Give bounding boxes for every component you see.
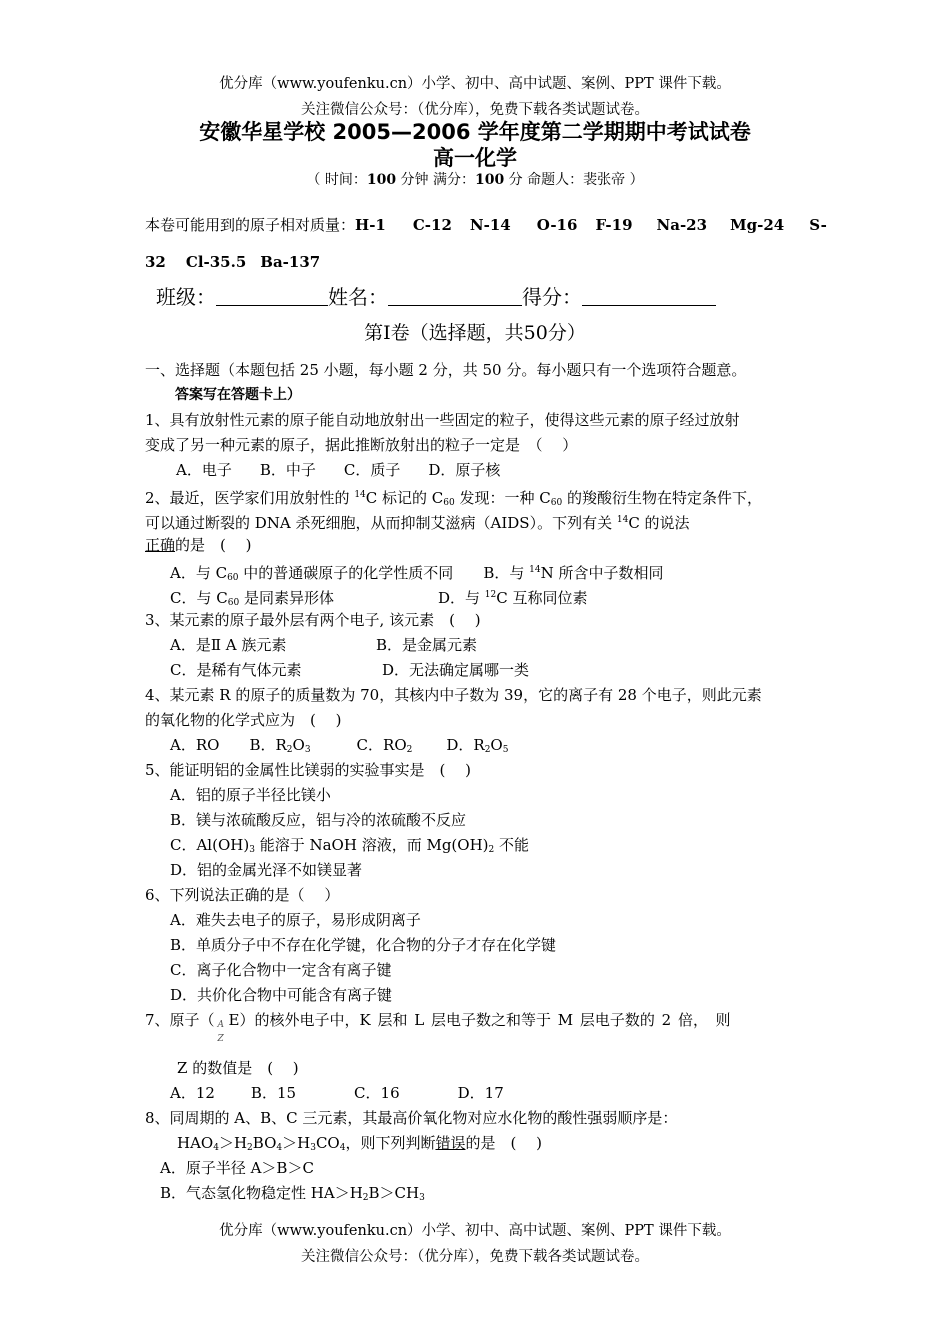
- q7-text: E）的核外电子中，K 层和 L 层电子数之和等于 M 层电子数的 2 倍， 则: [228, 1011, 731, 1029]
- q6-option-b[interactable]: B．单质分子中不存在化学键，化合物的分子才存在化学键: [170, 936, 557, 954]
- q1-line2: 变成了另一种元素的原子，据此推断放射出的粒子一定是 （ ）: [145, 436, 578, 454]
- q2-sup: 14: [616, 515, 629, 525]
- q7-line1: [145, 1010, 807, 1044]
- q7-option-a[interactable]: A．12: [170, 1084, 215, 1102]
- mass-ba: Ba-137: [260, 253, 321, 271]
- q5-option-d[interactable]: D．铝的金属光泽不如镁显著: [170, 861, 363, 879]
- mass-s-cont: 32: [145, 253, 166, 271]
- meta-time-unit: 分钟 满分：: [396, 172, 475, 188]
- q2-text: 的是 ( ): [175, 536, 252, 554]
- q8-stem: 8、同周期的 A、B、C 三元素，其最高价氧化物对应水化物的酸性强弱顺序是：: [145, 1109, 678, 1127]
- meta-time: 100: [366, 172, 397, 188]
- q5-option-c[interactable]: C．$Al(OH)_3$ 能溶于 NaOH 溶液，而 $Mg(OH)_2$ 不能: [170, 836, 530, 855]
- q7-line2: Z 的数值是 ( ): [177, 1059, 299, 1077]
- q2-text: 的羧酸衍生物在特定条件下，: [562, 489, 762, 507]
- q6-option-c[interactable]: C．离子化合物中一定含有离子键: [170, 961, 392, 979]
- q2-sup: 14: [354, 490, 366, 500]
- q3-stem: 3、某元素的原子最外层有两个电子, 该元素 ( ): [145, 611, 481, 629]
- q2-option-c[interactable]: C．与 $C_{60}$ 是同素异形体: [170, 589, 334, 608]
- meta-score-unit: 分 命题人：裴张帝 ）: [504, 172, 644, 188]
- q8-line2: $HAO_4>H_2BO_4>H_3CO_4$，则下列判断错误的是 ( ): [177, 1134, 542, 1153]
- q2-text: C 标记的 C: [365, 489, 444, 507]
- q2-options-ab: [170, 560, 832, 588]
- exam-title: 安徽华星学校 2005—2006 学年度第二学期期中考试试卷: [199, 120, 751, 144]
- q2-option-d[interactable]: D．与 $^{12}$C 互称同位素: [438, 589, 588, 607]
- q1-option-b[interactable]: B．中子: [259, 461, 316, 479]
- q2-option-b[interactable]: B．与 $^{14}$N 所含中子数相同: [483, 564, 664, 582]
- q2-option-a[interactable]: A．与 $C_{60}$ 中的普通碳原子的化学性质不同: [170, 564, 454, 583]
- q4-option-d[interactable]: D．$R_2O_5$: [446, 736, 509, 755]
- q2-sub: 60: [443, 498, 455, 508]
- q1-option-a[interactable]: A．电子: [176, 461, 232, 479]
- section1-title: 第Ⅰ卷（选择题，共50分）: [364, 322, 586, 344]
- q4-option-c[interactable]: C．$RO_2$: [356, 736, 413, 755]
- q3-option-d[interactable]: D．无法确定属哪一类: [382, 661, 530, 679]
- q3-options-cd: [170, 660, 832, 680]
- q2-text: 可以通过断裂的 DNA 杀死细胞，从而抑制艾滋病（AIDS）。下列有关: [145, 514, 617, 532]
- q1-option-d[interactable]: D．原子核: [428, 461, 501, 479]
- class-label: 班级：: [156, 285, 216, 309]
- footer-ad-line1: 优分库（www.youfenku.cn）小学、初中、高中试题、案例、PPT 课件下载。: [219, 1223, 731, 1239]
- mass-h: H-1: [355, 216, 386, 234]
- q6-stem: 6、下列说法正确的是（ ）: [145, 886, 340, 904]
- mass-s: S-: [809, 216, 827, 234]
- mass-c: C-12: [412, 216, 452, 234]
- q3-option-b[interactable]: B．是金属元素: [376, 636, 478, 654]
- q3-option-a[interactable]: A．是Ⅱ A 族元素: [170, 636, 287, 654]
- q3-options-ab: [170, 635, 832, 655]
- mass-mg: Mg-24: [730, 216, 785, 234]
- q2-line2: [145, 510, 807, 533]
- student-info: [156, 284, 716, 310]
- exam-subject: 高一化学: [433, 146, 517, 170]
- q2-underlined: 正确: [145, 536, 176, 554]
- meta-open: （ 时间：: [306, 172, 367, 188]
- q2-text: C 的说法: [628, 514, 690, 532]
- mass-f: F-19: [595, 216, 633, 234]
- mass-cl: Cl-35.5: [185, 253, 247, 271]
- nuclide-symbol: A Z: [217, 1020, 225, 1044]
- q7-text: 7、原子（: [145, 1011, 215, 1029]
- q7-options: [170, 1083, 832, 1103]
- q8-option-b[interactable]: B．气态氢化物稳定性 $HA>H_2B>CH_3$: [160, 1184, 425, 1203]
- q6-option-a[interactable]: A．难失去电子的原子，易形成阴离子: [170, 911, 421, 929]
- q4-line1: 4、某元素 R 的原子的质量数为 70，其核内中子数为 39，它的离子有 28 个电子，则此元素: [145, 686, 762, 704]
- q4-line2: 的氧化物的化学式应为 ( ): [145, 711, 342, 729]
- q7-option-c[interactable]: C．16: [354, 1084, 400, 1102]
- q2-sub: 60: [550, 498, 563, 508]
- score-field[interactable]: [582, 287, 716, 306]
- q2-line3: [145, 535, 807, 555]
- instructions-line1: 一、选择题（本题包括 25 小题，每小题 2 分，共 50 分。每小题只有一个选项符合题意。: [145, 361, 747, 379]
- instructions-line2: 答案写在答题卡上）: [175, 387, 301, 403]
- q8-underlined: 错误: [435, 1134, 466, 1152]
- q1-option-c[interactable]: C．质子: [343, 461, 401, 479]
- header-ad-line1: 优分库（www.youfenku.cn）小学、初中、高中试题、案例、PPT 课件下载。: [219, 76, 731, 92]
- q7-option-d[interactable]: D．17: [457, 1084, 504, 1102]
- q1-options: [176, 460, 838, 480]
- q2-line1: [145, 485, 807, 513]
- mass-o: O-16: [536, 216, 578, 234]
- mass-n: N-14: [469, 216, 511, 234]
- atomic-mass-row1: [145, 215, 827, 235]
- q2-options-cd: [170, 585, 832, 613]
- q7-option-b[interactable]: B．15: [250, 1084, 297, 1102]
- exam-meta: [0, 171, 950, 189]
- q6-option-d[interactable]: D．共价化合物中可能含有离子键: [170, 986, 393, 1004]
- q8-option-a[interactable]: A．原子半径 A＞B＞C: [160, 1159, 314, 1177]
- name-field[interactable]: [388, 287, 522, 306]
- meta-score: 100: [475, 172, 505, 188]
- q4-option-b[interactable]: B．$R_2O_3$: [249, 736, 311, 755]
- header-ad-line2: 关注微信公众号：（优分库），免费下载各类试题试卷。: [301, 102, 649, 118]
- class-field[interactable]: [216, 287, 328, 306]
- q3-option-c[interactable]: C．是稀有气体元素: [170, 661, 302, 679]
- q5-option-a[interactable]: A．铝的原子半径比镁小: [170, 786, 331, 804]
- atomic-mass-label: 本卷可能用到的原子相对质量：: [145, 216, 356, 234]
- mass-na: Na-23: [656, 216, 708, 234]
- name-label: 姓名：: [328, 285, 388, 309]
- q5-option-b[interactable]: B．镁与浓硫酸反应，铝与冷的浓硫酸不反应: [170, 811, 467, 829]
- q4-options: [170, 735, 832, 760]
- footer-ad-line2: 关注微信公众号：（优分库），免费下载各类试题试卷。: [301, 1249, 649, 1265]
- q4-option-a[interactable]: A．RO: [170, 736, 220, 754]
- atomic-mass-row2: [145, 252, 807, 272]
- q5-stem: 5、能证明铝的金属性比镁弱的实验事实是 ( ): [145, 761, 472, 779]
- q2-text: 2、最近，医学家们用放射性的: [145, 489, 355, 507]
- q2-text: 发现：一种 C: [454, 489, 551, 507]
- q1-line1: 1、具有放射性元素的原子能自动地放射出一些固定的粒子，使得这些元素的原子经过放射: [145, 411, 740, 429]
- score-label: 得分：: [522, 285, 582, 309]
